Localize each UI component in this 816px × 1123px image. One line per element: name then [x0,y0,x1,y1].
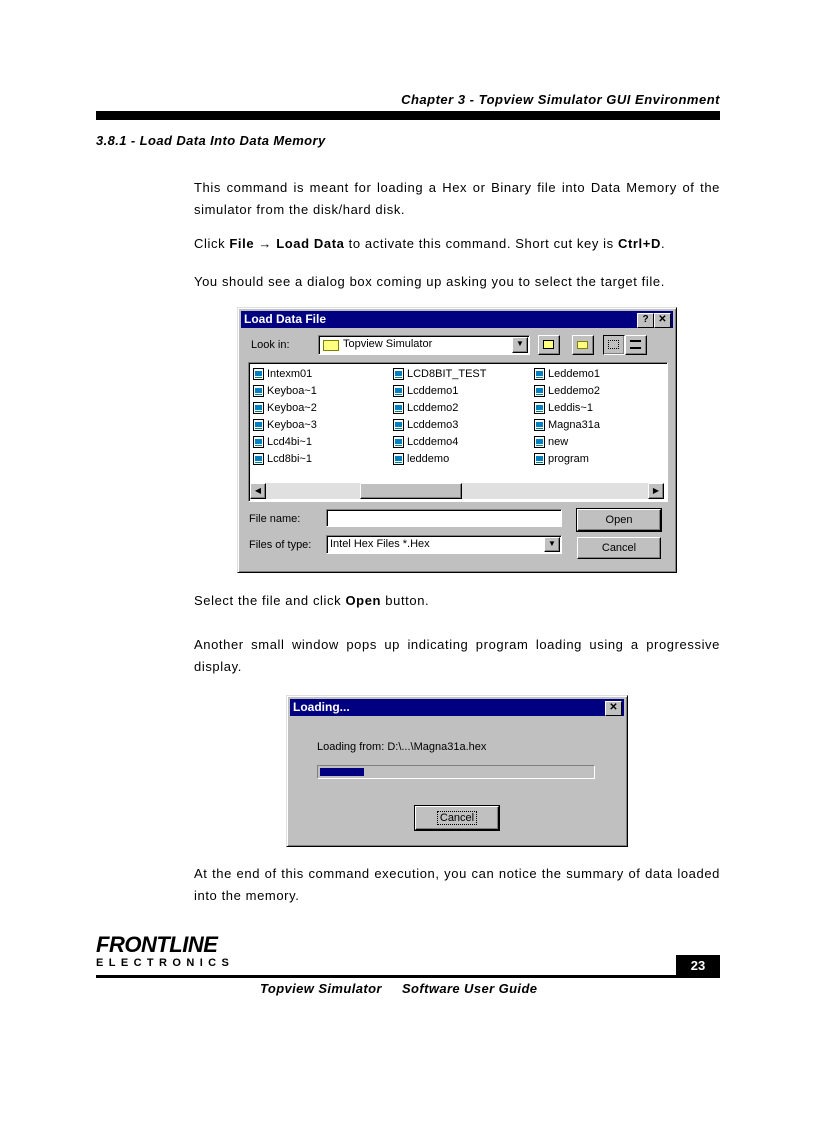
section-title: 3.8.1 - Load Data Into Data Memory [96,133,326,148]
look-in-label: Look in: [251,339,290,351]
list-item[interactable]: leddemo [393,451,449,467]
loading-message: Loading from: D:\...\Magna31a.hex [317,741,487,753]
close-button[interactable]: ✕ [605,701,622,716]
list-item[interactable]: Leddemo1 [534,366,600,382]
progress-bar [317,765,595,779]
file-list[interactable] [248,362,668,502]
files-of-type-value: Intel Hex Files *.Hex [330,538,430,550]
file-icon [253,453,264,465]
file-icon [393,385,404,397]
close-button[interactable]: ✕ [654,313,671,328]
help-button[interactable]: ? [637,313,654,328]
page-number: 23 [676,955,720,977]
file-icon [253,402,264,414]
list-item[interactable]: LCD8BIT_TEST [393,366,486,382]
list-item[interactable]: Keyboa~1 [253,383,317,399]
logo-bottom-text: ELECTRONICS [96,957,235,969]
new-folder-icon [577,341,588,349]
file-icon [393,368,404,380]
details-view-button[interactable] [625,335,647,355]
file-name-input[interactable] [326,509,562,527]
look-in-value: Topview Simulator [343,338,433,350]
file-icon [534,419,545,431]
scroll-left-icon[interactable]: ◀ [250,483,266,499]
up-folder-icon [543,340,554,349]
file-icon [534,402,545,414]
load-data-file-dialog [237,307,677,573]
paragraph-dialog-note: You should see a dialog box coming up asking you to select the target file. [194,274,665,289]
file-name-label: File name: [249,513,301,525]
files-of-type-dropdown[interactable] [326,535,562,554]
header-rule [96,111,720,120]
list-item[interactable]: Magna31a [534,417,600,433]
file-icon [253,419,264,431]
chapter-header: Chapter 3 - Topview Simulator GUI Environment [401,92,720,107]
list-item[interactable]: Intexm01 [253,366,312,382]
file-icon [534,436,545,448]
file-icon [393,453,404,465]
horizontal-scrollbar[interactable] [250,483,664,499]
details-view-icon [630,340,641,349]
files-of-type-label: Files of type: [249,539,312,551]
chevron-down-icon[interactable]: ▼ [544,537,560,552]
file-icon [253,436,264,448]
list-view-button[interactable] [603,335,625,355]
list-item[interactable]: Leddis~1 [534,400,593,416]
list-item[interactable]: Keyboa~3 [253,417,317,433]
look-in-dropdown[interactable] [318,335,530,355]
list-item[interactable]: new [534,434,568,450]
file-icon [534,385,545,397]
list-view-icon [608,340,619,349]
paragraph-summary: At the end of this command execution, you can notice the summary of data loaded into the memory. [194,866,720,903]
open-button[interactable]: Open [577,509,661,531]
guide-title: Topview Simulator Software User Guide [260,981,538,996]
file-icon [534,368,545,380]
folder-icon [323,340,339,351]
list-item[interactable]: Lcddemo2 [393,400,458,416]
new-folder-button[interactable] [572,335,594,355]
progress-fill [320,768,364,776]
footer-rule [96,975,720,978]
dialog-title: Load Data File [244,312,327,326]
scrollbar-thumb[interactable] [360,483,462,499]
loading-title: Loading... [293,700,350,714]
paragraph-loading-window: Another small window pops up indicating program loading using a progressive display. [194,637,720,674]
logo-top-text: FRONTLINE [96,932,218,957]
up-folder-button[interactable] [538,335,560,355]
list-item[interactable]: program [534,451,589,467]
paragraph-intro: This command is meant for loading a Hex or Binary file into Data Memory of the simulator from the disk/hard disk. [194,180,720,217]
scroll-right-icon[interactable]: ▶ [648,483,664,499]
loading-titlebar [290,699,624,716]
loading-cancel-button[interactable]: Cancel [415,806,499,830]
list-item[interactable]: Lcd8bi~1 [253,451,312,467]
dialog-titlebar [241,311,673,328]
list-item[interactable]: Lcddemo4 [393,434,458,450]
list-item[interactable]: Keyboa~2 [253,400,317,416]
file-icon [253,368,264,380]
paragraph-instructions: Click File → Load Data to activate this command. Short cut key is Ctrl+D. [194,236,666,251]
frontline-logo [96,934,234,970]
cancel-button[interactable]: Cancel [577,537,661,559]
file-icon [393,419,404,431]
list-item[interactable]: Lcddemo3 [393,417,458,433]
file-icon [534,453,545,465]
list-item[interactable]: Lcddemo1 [393,383,458,399]
paragraph-select-file: Select the file and click Open button. [194,593,430,608]
list-item[interactable]: Leddemo2 [534,383,600,399]
list-item[interactable]: Lcd4bi~1 [253,434,312,450]
file-icon [393,436,404,448]
file-icon [393,402,404,414]
file-icon [253,385,264,397]
loading-dialog [286,695,628,847]
chevron-down-icon[interactable]: ▼ [512,337,528,353]
